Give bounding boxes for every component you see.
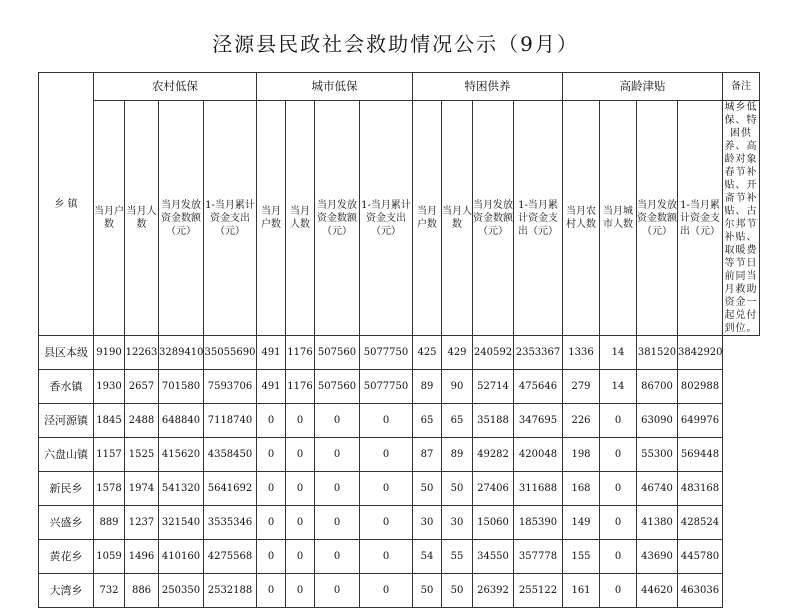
table-cell: 1059 <box>94 540 125 574</box>
table-cell: 415620 <box>159 438 204 472</box>
table-body <box>39 336 760 608</box>
table-cell: 5077750 <box>360 336 413 370</box>
col-header: 当月人数 <box>286 101 315 336</box>
table-cell: 410160 <box>159 540 204 574</box>
col-header: 1-当月累计资金支出（元） <box>204 101 257 336</box>
table-cell: 475646 <box>514 370 563 404</box>
table-cell: 311688 <box>514 472 563 506</box>
table-cell: 0 <box>600 540 637 574</box>
col-header: 当月城市人数 <box>600 101 637 336</box>
table-cell: 732 <box>94 574 125 608</box>
table-cell: 1157 <box>94 438 125 472</box>
table-row <box>39 540 760 574</box>
table-row <box>39 438 760 472</box>
table-cell: 5077750 <box>360 370 413 404</box>
remark-header: 备注 <box>723 73 760 101</box>
table-cell: 3842920 <box>678 336 723 370</box>
table-cell: 0 <box>315 404 360 438</box>
table-cell: 1496 <box>125 540 159 574</box>
table-cell: 15060 <box>473 506 514 540</box>
table-cell: 54 <box>413 540 442 574</box>
table-cell: 491 <box>257 336 286 370</box>
table-cell: 0 <box>286 472 315 506</box>
table-cell: 168 <box>563 472 600 506</box>
remark-cell: 城乡低保、特困供养、高龄对象春节补贴、开斋节补贴、古尔邦节补贴、取暖费等节日前同当月救助资金一起兑付到位。 <box>724 102 758 334</box>
group-header-elderly: 高龄津贴 <box>563 73 723 101</box>
table-cell: 4275568 <box>204 540 257 574</box>
table-cell: 0 <box>257 574 286 608</box>
table-cell: 0 <box>600 438 637 472</box>
table-cell: 34550 <box>473 540 514 574</box>
table-cell: 0 <box>600 404 637 438</box>
table-cell: 35188 <box>473 404 514 438</box>
table-cell: 1845 <box>94 404 125 438</box>
table-cell: 0 <box>286 404 315 438</box>
table-cell: 1176 <box>286 370 315 404</box>
township-header: 乡 镇 <box>39 73 94 336</box>
township-name: 县区本级 <box>39 336 94 370</box>
table-cell: 507560 <box>315 336 360 370</box>
table-cell: 321540 <box>159 506 204 540</box>
table-cell: 425 <box>413 336 442 370</box>
col-header: 当月户数 <box>257 101 286 336</box>
col-header: 当月发放资金数额（元） <box>159 101 204 336</box>
table-cell: 0 <box>257 472 286 506</box>
table-cell: 0 <box>257 506 286 540</box>
table-cell: 3535346 <box>204 506 257 540</box>
table-cell: 491 <box>257 370 286 404</box>
table-cell: 90 <box>442 370 473 404</box>
table-cell: 2657 <box>125 370 159 404</box>
table-cell: 420048 <box>514 438 563 472</box>
col-header: 当月户数 <box>94 101 125 336</box>
table-cell: 44620 <box>637 574 678 608</box>
table-cell: 50 <box>442 574 473 608</box>
table-cell: 50 <box>413 574 442 608</box>
table-cell: 0 <box>600 472 637 506</box>
township-name: 大湾乡 <box>39 574 94 608</box>
group-header-urban: 城市低保 <box>257 73 413 101</box>
table-cell: 86700 <box>637 370 678 404</box>
table-cell: 0 <box>600 506 637 540</box>
table-cell: 2532188 <box>204 574 257 608</box>
table-cell: 65 <box>413 404 442 438</box>
table-cell: 161 <box>563 574 600 608</box>
township-name: 六盘山镇 <box>39 438 94 472</box>
col-header: 当月户数 <box>413 101 442 336</box>
table-cell: 26392 <box>473 574 514 608</box>
table-cell: 1974 <box>125 472 159 506</box>
col-header: 当月发放资金数额（元） <box>473 101 514 336</box>
table-row <box>39 404 760 438</box>
table-cell: 3289410 <box>159 336 204 370</box>
table-cell: 0 <box>257 404 286 438</box>
table-cell: 0 <box>360 472 413 506</box>
table-cell: 7118740 <box>204 404 257 438</box>
table-cell: 65 <box>442 404 473 438</box>
table-cell: 0 <box>257 540 286 574</box>
table-row <box>39 506 760 540</box>
table-cell: 648840 <box>159 404 204 438</box>
table-cell: 0 <box>286 438 315 472</box>
table-cell: 4358450 <box>204 438 257 472</box>
table-cell: 886 <box>125 574 159 608</box>
table-cell: 63090 <box>637 404 678 438</box>
table-cell: 240592 <box>473 336 514 370</box>
table-cell: 30 <box>442 506 473 540</box>
table-cell: 483168 <box>678 472 723 506</box>
table-cell: 0 <box>360 574 413 608</box>
col-header: 1-当月累计资金支出（元） <box>360 101 413 336</box>
table-cell: 569448 <box>678 438 723 472</box>
table-cell: 1578 <box>94 472 125 506</box>
col-header: 1-当月累计资金支出（元） <box>514 101 563 336</box>
col-header: 当月发放资金数额（元） <box>637 101 678 336</box>
table-row <box>39 370 760 404</box>
table-cell: 155 <box>563 540 600 574</box>
table-cell: 381520 <box>637 336 678 370</box>
table-cell: 1525 <box>125 438 159 472</box>
table-cell: 5641692 <box>204 472 257 506</box>
table-cell: 0 <box>286 506 315 540</box>
table-row <box>39 472 760 506</box>
table-cell: 0 <box>315 438 360 472</box>
table-cell: 14 <box>600 336 637 370</box>
table-cell: 429 <box>442 336 473 370</box>
township-name: 黄花乡 <box>39 540 94 574</box>
table-row <box>39 574 760 608</box>
table-cell: 2488 <box>125 404 159 438</box>
table-cell: 43690 <box>637 540 678 574</box>
table-cell: 802988 <box>678 370 723 404</box>
col-header: 当月人数 <box>125 101 159 336</box>
township-name: 兴盛乡 <box>39 506 94 540</box>
table-cell: 89 <box>413 370 442 404</box>
table-cell: 541320 <box>159 472 204 506</box>
table-cell: 46740 <box>637 472 678 506</box>
relief-table <box>38 72 760 608</box>
table-cell: 50 <box>413 472 442 506</box>
col-header: 当月人数 <box>442 101 473 336</box>
group-header-rural: 农村低保 <box>94 73 257 101</box>
table-cell: 52714 <box>473 370 514 404</box>
table-cell: 30 <box>413 506 442 540</box>
table-cell: 428524 <box>678 506 723 540</box>
table-cell: 1336 <box>563 336 600 370</box>
township-name: 泾河源镇 <box>39 404 94 438</box>
table-cell: 649976 <box>678 404 723 438</box>
table-cell: 463036 <box>678 574 723 608</box>
table-cell: 0 <box>257 438 286 472</box>
table-cell: 55 <box>442 540 473 574</box>
table-row <box>39 336 760 370</box>
table-cell: 27406 <box>473 472 514 506</box>
col-header: 当月农村人数 <box>563 101 600 336</box>
table-cell: 0 <box>286 540 315 574</box>
table-cell: 55300 <box>637 438 678 472</box>
table-cell: 889 <box>94 506 125 540</box>
table-cell: 0 <box>360 404 413 438</box>
table-cell: 0 <box>315 506 360 540</box>
table-cell: 701580 <box>159 370 204 404</box>
table-cell: 0 <box>600 574 637 608</box>
table-cell: 507560 <box>315 370 360 404</box>
table-cell: 149 <box>563 506 600 540</box>
table-cell: 41380 <box>637 506 678 540</box>
table-cell: 347695 <box>514 404 563 438</box>
table-cell: 0 <box>286 574 315 608</box>
table-cell: 14 <box>600 370 637 404</box>
table-cell: 35055690 <box>204 336 257 370</box>
table-cell: 357778 <box>514 540 563 574</box>
table-cell: 50 <box>442 472 473 506</box>
page-title: 泾源县民政社会救助情况公示（9月） <box>212 32 579 56</box>
table-cell: 89 <box>442 438 473 472</box>
table-cell: 7593706 <box>204 370 257 404</box>
table-cell: 0 <box>315 540 360 574</box>
table-cell: 2353367 <box>514 336 563 370</box>
table-cell: 185390 <box>514 506 563 540</box>
table-cell: 250350 <box>159 574 204 608</box>
table-cell: 0 <box>315 472 360 506</box>
table-cell: 1930 <box>94 370 125 404</box>
col-header: 1-当月累计资金支出（元） <box>678 101 723 336</box>
col-header: 当月发放资金数额（元） <box>315 101 360 336</box>
group-header-special: 特困供养 <box>413 73 563 101</box>
table-cell: 87 <box>413 438 442 472</box>
table-cell: 1237 <box>125 506 159 540</box>
table-cell: 0 <box>360 438 413 472</box>
table-cell: 0 <box>360 506 413 540</box>
table-cell: 255122 <box>514 574 563 608</box>
township-name: 香水镇 <box>39 370 94 404</box>
table-cell: 1176 <box>286 336 315 370</box>
table-cell: 198 <box>563 438 600 472</box>
table-cell: 0 <box>360 540 413 574</box>
table-cell: 0 <box>315 574 360 608</box>
table-cell: 12263 <box>125 336 159 370</box>
table-cell: 445780 <box>678 540 723 574</box>
township-name: 新民乡 <box>39 472 94 506</box>
table-cell: 226 <box>563 404 600 438</box>
table-cell: 9190 <box>94 336 125 370</box>
table-cell: 49282 <box>473 438 514 472</box>
table-cell: 279 <box>563 370 600 404</box>
